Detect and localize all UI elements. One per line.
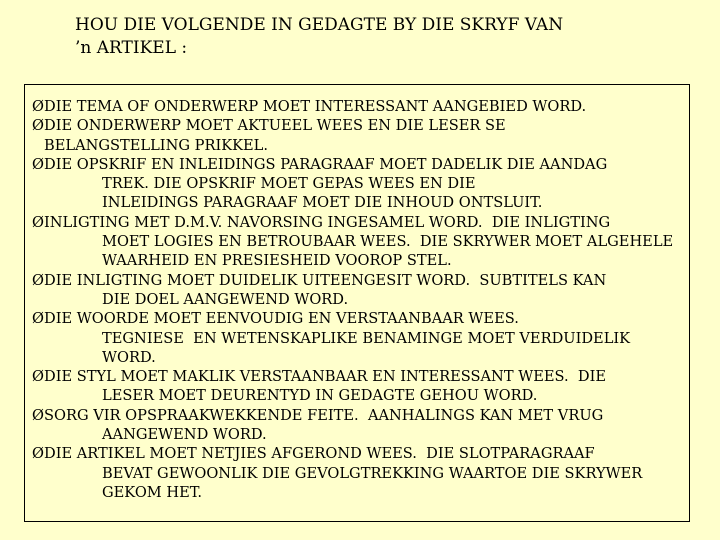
- list-item-continuation: BEVAT GEWOONLIK DIE GEVOLGTREKKING WAARTOE DIE SKRYWER: [102, 464, 643, 482]
- list-item-first-line: [32, 97, 712, 116]
- list-item-first-line: [32, 271, 712, 290]
- list-item-first-line: [32, 213, 712, 232]
- list-item: [32, 367, 712, 406]
- list-item-text: SORG VIR OPSPRAAKWEKKENDE FEITE. AANHALINGS KAN MET VRUG: [44, 406, 604, 424]
- title-line-2: ’n ARTIKEL :: [75, 38, 188, 58]
- list-item: [32, 155, 712, 213]
- list-item-text: DIE STYL MOET MAKLIK VERSTAANBAAR EN INTERESSANT WEES. DIE: [44, 368, 607, 386]
- arrow-bullet-icon: Ø: [32, 310, 44, 328]
- list-item-continuation: WAARHEID EN PRESIESHEID VOOROP STEL.: [102, 252, 452, 270]
- list-item: [32, 406, 712, 445]
- list-item-continuation: LESER MOET DEURENTYD IN GEDAGTE GEHOU WORD.: [102, 387, 538, 405]
- title-line-1: HOU DIE VOLGENDE IN GEDAGTE BY DIE SKRYF VAN: [75, 15, 564, 35]
- list-item-text: DIE OPSKRIF EN INLEIDINGS PARAGRAAF MOET DADELIK DIE AANDAG: [44, 155, 608, 173]
- guideline-list: [32, 97, 712, 502]
- list-item: [32, 309, 712, 367]
- list-item: [32, 213, 712, 271]
- list-item-continuation: AANGEWEND WORD.: [102, 426, 267, 444]
- list-item-text: DIE WOORDE MOET EENVOUDIG EN VERSTAANBAAR WEES.: [44, 310, 519, 328]
- list-item-continuation: INLEIDINGS PARAGRAAF MOET DIE INHOUD ONTSLUIT.: [102, 194, 543, 212]
- list-item-text: INLIGTING MET D.M.V. NAVORSING INGESAMEL WORD. DIE INLIGTING: [44, 213, 611, 231]
- list-item-text: DIE INLIGTING MOET DUIDELIK UITEENGESIT WORD. SUBTITELS KAN: [44, 271, 607, 289]
- arrow-bullet-icon: Ø: [32, 117, 44, 135]
- list-item-text: DIE TEMA OF ONDERWERP MOET INTERESSANT AANGEBIED WORD.: [44, 98, 587, 115]
- list-item-continuation: WORD.: [102, 348, 156, 366]
- list-item-first-line: [32, 155, 712, 174]
- list-item-text: DIE ARTIKEL MOET NETJIES AFGEROND WEES. DIE SLOTPARAGRAAF: [44, 445, 595, 463]
- list-item-continuation: DIE DOEL AANGEWEND WORD.: [102, 290, 349, 308]
- list-item: [32, 271, 712, 310]
- list-item-continuation: BELANGSTELLING PRIKKEL.: [44, 136, 268, 154]
- list-item-continuation: TREK. DIE OPSKRIF MOET GEPAS WEES EN DIE: [102, 175, 476, 193]
- arrow-bullet-icon: Ø: [32, 445, 44, 463]
- list-item-text: DIE ONDERWERP MOET AKTUEEL WEES EN DIE LESER SE: [44, 117, 506, 135]
- list-item-continuation: MOET LOGIES EN BETROUBAAR WEES. DIE SKRYWER MOET ALGEHELE: [102, 233, 674, 251]
- list-item-first-line: [32, 367, 712, 386]
- list-item-first-line: [32, 406, 712, 425]
- list-item-first-line: [32, 116, 712, 135]
- arrow-bullet-icon: Ø: [32, 98, 44, 115]
- list-item: [32, 97, 712, 116]
- list-item: [32, 116, 712, 155]
- list-item: [32, 444, 712, 502]
- list-item-continuation: TEGNIESE EN WETENSKAPLIKE BENAMINGE MOET VERDUIDELIK: [102, 329, 631, 347]
- arrow-bullet-icon: Ø: [32, 213, 44, 231]
- arrow-bullet-icon: Ø: [32, 155, 44, 173]
- arrow-bullet-icon: Ø: [32, 271, 44, 289]
- arrow-bullet-icon: Ø: [32, 368, 44, 386]
- page-title: [75, 14, 563, 60]
- arrow-bullet-icon: Ø: [32, 406, 44, 424]
- list-item-first-line: [32, 309, 712, 328]
- list-item-continuation: GEKOM HET.: [102, 483, 202, 501]
- list-item-first-line: [32, 444, 712, 463]
